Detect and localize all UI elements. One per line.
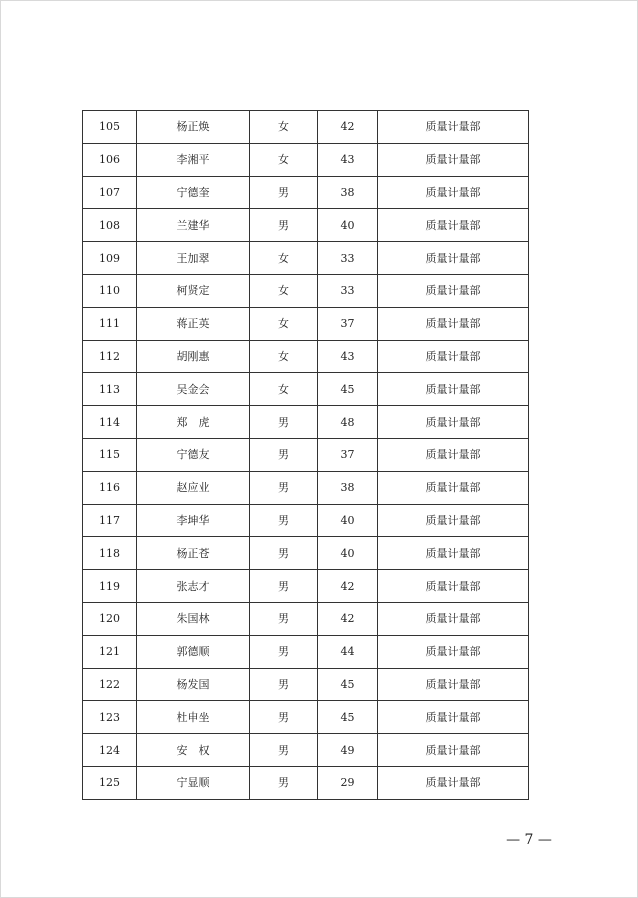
cell-gender: 女 [250, 307, 318, 340]
cell-number: 125 [83, 766, 137, 799]
cell-number: 107 [83, 176, 137, 209]
table-row [83, 340, 529, 373]
table-row [83, 471, 529, 504]
cell-department: 质量计量部 [378, 701, 529, 734]
table-row [83, 602, 529, 635]
cell-department: 质量计量部 [378, 570, 529, 603]
cell-name: 李坤华 [137, 504, 250, 537]
cell-age: 37 [318, 307, 378, 340]
table-row [83, 209, 529, 242]
cell-number: 118 [83, 537, 137, 570]
cell-gender: 男 [250, 504, 318, 537]
cell-age: 40 [318, 504, 378, 537]
cell-name: 王加翠 [137, 242, 250, 275]
cell-name: 吴金会 [137, 373, 250, 406]
cell-age: 49 [318, 734, 378, 767]
cell-department: 质量计量部 [378, 766, 529, 799]
cell-name: 赵应业 [137, 471, 250, 504]
table-row [83, 307, 529, 340]
cell-department: 质量计量部 [378, 242, 529, 275]
cell-name: 柯贤定 [137, 274, 250, 307]
cell-age: 38 [318, 471, 378, 504]
cell-gender: 男 [250, 701, 318, 734]
cell-number: 120 [83, 602, 137, 635]
table-row [83, 242, 529, 275]
cell-gender: 男 [250, 766, 318, 799]
cell-gender: 男 [250, 209, 318, 242]
cell-department: 质量计量部 [378, 734, 529, 767]
cell-gender: 男 [250, 602, 318, 635]
cell-number: 110 [83, 274, 137, 307]
cell-department: 质量计量部 [378, 176, 529, 209]
cell-number: 123 [83, 701, 137, 734]
cell-gender: 男 [250, 570, 318, 603]
cell-department: 质量计量部 [378, 504, 529, 537]
cell-department: 质量计量部 [378, 438, 529, 471]
cell-number: 105 [83, 111, 137, 144]
cell-number: 113 [83, 373, 137, 406]
cell-department: 质量计量部 [378, 143, 529, 176]
cell-gender: 男 [250, 668, 318, 701]
cell-gender: 女 [250, 340, 318, 373]
table-row [83, 537, 529, 570]
table-row [83, 176, 529, 209]
cell-gender: 女 [250, 373, 318, 406]
personnel-table [82, 110, 529, 800]
cell-department: 质量计量部 [378, 209, 529, 242]
cell-number: 109 [83, 242, 137, 275]
cell-department: 质量计量部 [378, 668, 529, 701]
cell-age: 45 [318, 373, 378, 406]
cell-name: 郭德顺 [137, 635, 250, 668]
cell-age: 42 [318, 602, 378, 635]
cell-gender: 男 [250, 471, 318, 504]
cell-number: 116 [83, 471, 137, 504]
cell-number: 106 [83, 143, 137, 176]
cell-department: 质量计量部 [378, 635, 529, 668]
cell-name: 兰建华 [137, 209, 250, 242]
cell-department: 质量计量部 [378, 111, 529, 144]
cell-age: 40 [318, 537, 378, 570]
cell-age: 29 [318, 766, 378, 799]
cell-name: 宁德友 [137, 438, 250, 471]
cell-name: 宁显顺 [137, 766, 250, 799]
table-row [83, 504, 529, 537]
cell-name: 杨正焕 [137, 111, 250, 144]
cell-gender: 男 [250, 635, 318, 668]
cell-name: 宁德奎 [137, 176, 250, 209]
table-row [83, 734, 529, 767]
cell-name: 李湘平 [137, 143, 250, 176]
cell-number: 117 [83, 504, 137, 537]
cell-age: 45 [318, 701, 378, 734]
cell-name: 杨发国 [137, 668, 250, 701]
cell-gender: 男 [250, 176, 318, 209]
table-row [83, 635, 529, 668]
cell-gender: 男 [250, 438, 318, 471]
cell-number: 111 [83, 307, 137, 340]
cell-name: 蒋正英 [137, 307, 250, 340]
cell-age: 42 [318, 111, 378, 144]
cell-name: 杜申坐 [137, 701, 250, 734]
cell-department: 质量计量部 [378, 340, 529, 373]
cell-name: 朱国林 [137, 602, 250, 635]
cell-name: 郑 虎 [137, 406, 250, 439]
cell-gender: 男 [250, 406, 318, 439]
cell-number: 112 [83, 340, 137, 373]
cell-number: 124 [83, 734, 137, 767]
cell-age: 33 [318, 242, 378, 275]
table-row [83, 143, 529, 176]
table-row [83, 111, 529, 144]
cell-gender: 女 [250, 111, 318, 144]
table-row [83, 668, 529, 701]
cell-gender: 男 [250, 537, 318, 570]
cell-name: 安 权 [137, 734, 250, 767]
cell-number: 115 [83, 438, 137, 471]
cell-name: 胡刚惠 [137, 340, 250, 373]
cell-department: 质量计量部 [378, 471, 529, 504]
table-row [83, 701, 529, 734]
cell-age: 48 [318, 406, 378, 439]
cell-name: 张志才 [137, 570, 250, 603]
cell-department: 质量计量部 [378, 274, 529, 307]
table-row [83, 570, 529, 603]
cell-department: 质量计量部 [378, 537, 529, 570]
cell-age: 40 [318, 209, 378, 242]
cell-department: 质量计量部 [378, 307, 529, 340]
cell-number: 108 [83, 209, 137, 242]
cell-age: 42 [318, 570, 378, 603]
cell-name: 杨正苍 [137, 537, 250, 570]
cell-age: 33 [318, 274, 378, 307]
table-row [83, 274, 529, 307]
cell-number: 114 [83, 406, 137, 439]
table-row [83, 373, 529, 406]
cell-gender: 女 [250, 242, 318, 275]
personnel-table-body [83, 111, 529, 800]
cell-number: 122 [83, 668, 137, 701]
page-number: — 7 — [506, 832, 552, 848]
cell-age: 44 [318, 635, 378, 668]
cell-department: 质量计量部 [378, 406, 529, 439]
table-row [83, 406, 529, 439]
cell-gender: 男 [250, 734, 318, 767]
cell-age: 45 [318, 668, 378, 701]
cell-gender: 女 [250, 274, 318, 307]
cell-department: 质量计量部 [378, 602, 529, 635]
cell-gender: 女 [250, 143, 318, 176]
cell-age: 43 [318, 143, 378, 176]
table-row [83, 766, 529, 799]
cell-number: 121 [83, 635, 137, 668]
cell-department: 质量计量部 [378, 373, 529, 406]
cell-age: 38 [318, 176, 378, 209]
cell-age: 37 [318, 438, 378, 471]
cell-age: 43 [318, 340, 378, 373]
table-row [83, 438, 529, 471]
cell-number: 119 [83, 570, 137, 603]
